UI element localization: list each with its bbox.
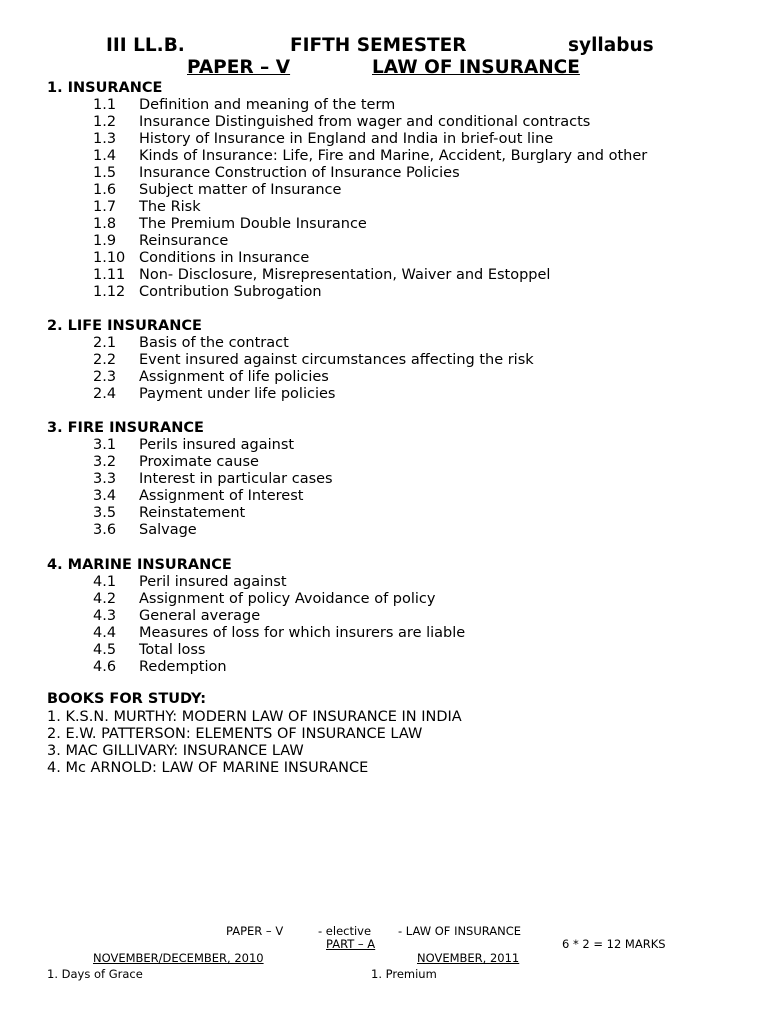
item-number: 1.1 bbox=[93, 97, 117, 113]
footer-elective: - elective bbox=[318, 924, 372, 938]
item-number: 1.8 bbox=[93, 216, 117, 232]
syllabus-item bbox=[93, 471, 333, 488]
book-item: 2. E.W. PATTERSON: ELEMENTS OF INSURANCE LAW bbox=[47, 726, 423, 742]
syllabus-item bbox=[93, 522, 197, 539]
syllabus-item bbox=[93, 148, 647, 165]
syllabus-item bbox=[93, 454, 259, 471]
syllabus-item bbox=[93, 488, 303, 505]
syllabus-item bbox=[93, 131, 553, 148]
syllabus-item bbox=[93, 505, 245, 522]
section-heading: 3. FIRE INSURANCE bbox=[47, 420, 204, 436]
item-text: Insurance Construction of Insurance Policies bbox=[139, 165, 460, 181]
syllabus-item bbox=[93, 182, 341, 199]
item-number: 2.2 bbox=[93, 352, 117, 368]
item-number: 1.9 bbox=[93, 233, 117, 249]
item-text: Contribution Subrogation bbox=[139, 284, 322, 300]
item-number: 3.1 bbox=[93, 437, 117, 453]
item-text: Definition and meaning of the term bbox=[139, 97, 396, 113]
item-number: 3.5 bbox=[93, 505, 117, 521]
item-number: 2.3 bbox=[93, 369, 117, 385]
item-text: Insurance Distinguished from wager and conditional contracts bbox=[139, 114, 591, 130]
footer-subject: - LAW OF INSURANCE bbox=[398, 924, 522, 938]
syllabus-item bbox=[93, 369, 329, 386]
syllabus-item bbox=[93, 233, 228, 250]
syllabus-item bbox=[93, 625, 465, 642]
item-text: Measures of loss for which insurers are liable bbox=[139, 625, 466, 641]
footer-question-1: 1. Days of Grace bbox=[47, 967, 143, 981]
item-number: 3.6 bbox=[93, 522, 117, 538]
item-number: 4.2 bbox=[93, 591, 117, 607]
section-heading: 1. INSURANCE bbox=[47, 80, 163, 96]
item-number: 3.2 bbox=[93, 454, 117, 470]
item-number: 4.3 bbox=[93, 608, 117, 624]
item-number: 1.11 bbox=[93, 267, 126, 283]
item-number: 2.4 bbox=[93, 386, 117, 402]
item-text: Assignment of Interest bbox=[139, 488, 304, 504]
footer-paper: PAPER – V bbox=[226, 924, 284, 938]
syllabus-item bbox=[93, 591, 435, 608]
item-number: 1.5 bbox=[93, 165, 117, 181]
footer-exam-2010: NOVEMBER/DECEMBER, 2010 bbox=[93, 951, 264, 965]
syllabus-item bbox=[93, 608, 260, 625]
item-text: Reinsurance bbox=[139, 233, 229, 249]
item-number: 3.3 bbox=[93, 471, 117, 487]
syllabus-item bbox=[93, 250, 309, 267]
footer-marks: 6 * 2 = 12 MARKS bbox=[562, 937, 666, 951]
syllabus-item bbox=[93, 659, 227, 676]
item-text: Kinds of Insurance: Life, Fire and Marine, Accident, Burglary and other bbox=[139, 148, 648, 164]
syllabus-item bbox=[93, 267, 550, 284]
paper-title: PAPER – V bbox=[187, 57, 291, 78]
item-number: 4.4 bbox=[93, 625, 117, 641]
footer-question-2: 1. Premium bbox=[371, 967, 437, 981]
item-number: 1.2 bbox=[93, 114, 117, 130]
footer-part: PART – A bbox=[326, 937, 376, 951]
item-text: Conditions in Insurance bbox=[139, 250, 310, 266]
syllabus-item bbox=[93, 165, 460, 182]
syllabus-item bbox=[93, 352, 534, 369]
item-text: Reinstatement bbox=[139, 505, 246, 521]
footer-exam-2011: NOVEMBER, 2011 bbox=[417, 951, 520, 965]
item-text: Salvage bbox=[139, 522, 197, 538]
books-heading: BOOKS FOR STUDY: bbox=[47, 691, 207, 707]
item-number: 1.7 bbox=[93, 199, 117, 215]
item-number: 1.10 bbox=[93, 250, 126, 266]
item-number: 4.6 bbox=[93, 659, 117, 675]
item-text: Redemption bbox=[139, 659, 227, 675]
item-text: Total loss bbox=[139, 642, 206, 658]
item-number: 1.12 bbox=[93, 284, 126, 300]
item-number: 1.6 bbox=[93, 182, 117, 198]
section-heading: 4. MARINE INSURANCE bbox=[47, 557, 232, 573]
item-text: Assignment of life policies bbox=[139, 369, 329, 385]
item-number: 3.4 bbox=[93, 488, 117, 504]
item-number: 4.5 bbox=[93, 642, 117, 658]
book-item: 1. K.S.N. MURTHY: MODERN LAW OF INSURANCE IN INDIA bbox=[47, 709, 462, 725]
item-text: Payment under life policies bbox=[139, 386, 336, 402]
syllabus-item bbox=[93, 386, 335, 403]
item-text: Proximate cause bbox=[139, 454, 259, 470]
item-text: General average bbox=[139, 608, 261, 624]
syllabus-item bbox=[93, 284, 322, 301]
item-text: Assignment of policy Avoidance of policy bbox=[139, 591, 436, 607]
syllabus-item bbox=[93, 114, 590, 131]
course-title: III LL.B. bbox=[106, 35, 185, 56]
book-item: 3. MAC GILLIVARY: INSURANCE LAW bbox=[47, 743, 304, 759]
item-text: Peril insured against bbox=[139, 574, 287, 590]
syllabus-item bbox=[93, 437, 294, 454]
section-heading: 2. LIFE INSURANCE bbox=[47, 318, 202, 334]
item-number: 1.3 bbox=[93, 131, 117, 147]
item-number: 2.1 bbox=[93, 335, 117, 351]
syllabus-item bbox=[93, 199, 201, 216]
item-text: The Premium Double Insurance bbox=[139, 216, 367, 232]
syllabus-label: syllabus bbox=[568, 35, 654, 56]
syllabus-item bbox=[93, 216, 367, 233]
item-text: The Risk bbox=[139, 199, 201, 215]
item-number: 1.4 bbox=[93, 148, 117, 164]
subject-title: LAW OF INSURANCE bbox=[372, 57, 580, 78]
syllabus-item bbox=[93, 97, 395, 114]
semester-title: FIFTH SEMESTER bbox=[290, 35, 467, 56]
item-text: Event insured against circumstances affecting the risk bbox=[139, 352, 534, 368]
syllabus-item bbox=[93, 642, 205, 659]
item-text: Interest in particular cases bbox=[139, 471, 333, 487]
book-item: 4. Mc ARNOLD: LAW OF MARINE INSURANCE bbox=[47, 760, 369, 776]
item-text: Subject matter of Insurance bbox=[139, 182, 342, 198]
item-number: 4.1 bbox=[93, 574, 117, 590]
syllabus-item bbox=[93, 574, 287, 591]
item-text: Non- Disclosure, Misrepresentation, Waiver and Estoppel bbox=[139, 267, 551, 283]
item-text: History of Insurance in England and India in brief-out line bbox=[139, 131, 554, 147]
item-text: Basis of the contract bbox=[139, 335, 289, 351]
item-text: Perils insured against bbox=[139, 437, 295, 453]
syllabus-item bbox=[93, 335, 289, 352]
